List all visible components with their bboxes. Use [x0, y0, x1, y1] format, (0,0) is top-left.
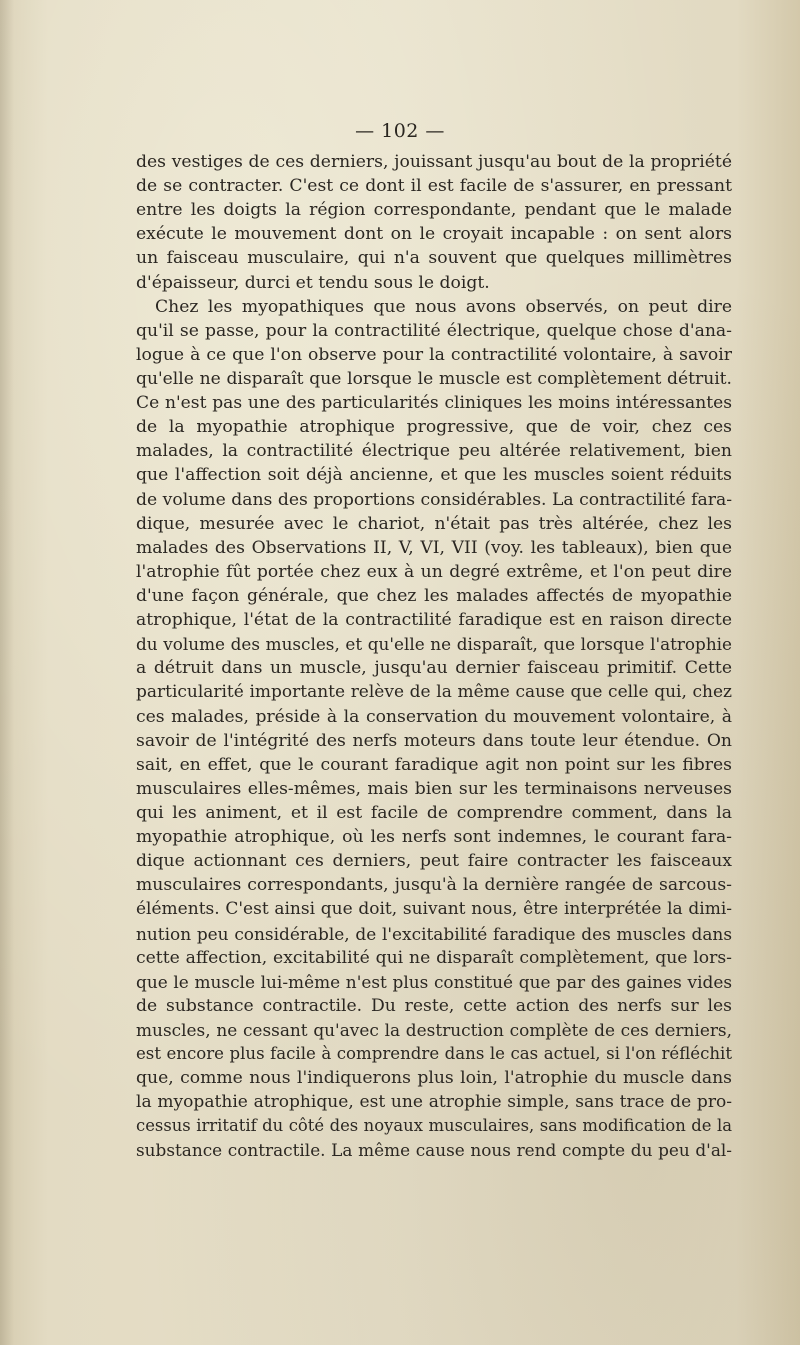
text-line: dique actionnant ces derniers, peut faire contracter les faisceaux	[136, 851, 732, 872]
paragraph-start-line: Chez les myopathiques que nous avons observés, on peut dire	[155, 296, 732, 317]
text-line: dique, mesurée avec le chariot, n'était pas très altérée, chez les	[136, 513, 732, 534]
text-line: d'une façon générale, que chez les malades affectés de myopathie	[136, 585, 732, 606]
text-line: qu'il se passe, pour la contractilité électrique, quelque chose d'ana-	[136, 320, 732, 341]
text-line: nution peu considérable, de l'excitabilité faradique des muscles dans	[136, 923, 732, 944]
text-line: l'atrophie fût portée chez eux à un degré extrême, et l'on peut dire	[136, 561, 732, 582]
text-line: a détruit dans un muscle, jusqu'au dernier faisceau primitif. Cette	[136, 658, 732, 679]
text-line: un faisceau musculaire, qui n'a souvent que quelques millimètres	[136, 248, 732, 269]
text-line: du volume des muscles, et qu'elle ne disparaît, que lorsque l'atrophie	[136, 634, 732, 655]
text-line: atrophique, l'état de la contractilité faradique est en raison directe	[136, 610, 732, 631]
text-line: cette affection, excitabilité qui ne disparaît complètement, que lors-	[136, 947, 732, 968]
text-line: logue à ce que l'on observe pour la contractilité volontaire, à savoir	[136, 344, 732, 365]
text-line: exécute le mouvement dont on le croyait incapable : on sent alors	[136, 224, 732, 245]
text-line: de volume dans des proportions considérables. La contractilité fara-	[136, 489, 732, 510]
text-line: est encore plus facile à comprendre dans le cas actuel, si l'on réfléchit	[136, 1044, 732, 1064]
text-line: muscles, ne cessant qu'avec la destruction complète de ces derniers,	[136, 1019, 732, 1040]
text-line: musculaires elles-mêmes, mais bien sur les terminaisons nerveuses	[136, 778, 732, 799]
text-line: la myopathie atrophique, est une atrophie simple, sans trace de pro-	[136, 1092, 732, 1113]
text-line: de la myopathie atrophique progressive, que de voir, chez ces	[136, 417, 732, 438]
text-line: entre les doigts la région correspondante, pendant que le malade	[136, 200, 732, 221]
text-line: de substance contractile. Du reste, cette action des nerfs sur les	[136, 995, 732, 1016]
page-number: — 102 —	[355, 120, 445, 142]
text-line: malades des Observations II, V, VI, VII (voy. les tableaux), bien que	[136, 537, 732, 558]
text-line: que l'affection soit déjà ancienne, et que les muscles soient réduits	[136, 465, 732, 486]
text-line: particularité importante relève de la même cause que celle qui, chez	[136, 682, 732, 703]
text-line: myopathie atrophique, où les nerfs sont indemnes, le courant fara-	[136, 827, 732, 848]
text-line: ces malades, préside à la conservation du mouvement volontaire, à	[136, 706, 732, 727]
text-line: qu'elle ne disparaît que lorsque le muscle est complètement détruit.	[136, 368, 732, 389]
text-line: d'épaisseur, durci et tendu sous le doigt.	[136, 272, 490, 293]
text-line: que, comme nous l'indiquerons plus loin, l'atrophie du muscle dans	[136, 1068, 732, 1089]
body-text	[136, 150, 732, 1163]
text-line: musculaires correspondants, jusqu'à la dernière rangée de sarcous-	[136, 875, 732, 896]
text-line: malades, la contractilité électrique peu altérée relativement, bien	[136, 441, 732, 462]
page-edge-shadow	[0, 0, 14, 1345]
text-line: de se contracter. C'est ce dont il est facile de s'assurer, en pressant	[136, 176, 732, 197]
text-line: qui les animent, et il est facile de comprendre comment, dans la	[136, 802, 732, 823]
text-line: cessus irritatif du côté des noyaux musculaires, sans modification de la	[136, 1116, 732, 1136]
text-line: Ce n'est pas une des particularités cliniques les moins intéressantes	[136, 393, 732, 414]
text-line: savoir de l'intégrité des nerfs moteurs dans toute leur étendue. On	[136, 730, 732, 751]
text-line: substance contractile. La même cause nous rend compte du peu d'al-	[136, 1140, 732, 1161]
text-line: sait, en effet, que le courant faradique agit non point sur les fibres	[136, 754, 732, 775]
text-line: éléments. C'est ainsi que doit, suivant nous, être interprétée la dimi-	[136, 899, 732, 920]
text-line: des vestiges de ces derniers, jouissant jusqu'au bout de la propriété	[136, 152, 732, 172]
text-line: que le muscle lui-même n'est plus constitué que par des gaines vides	[136, 971, 732, 992]
